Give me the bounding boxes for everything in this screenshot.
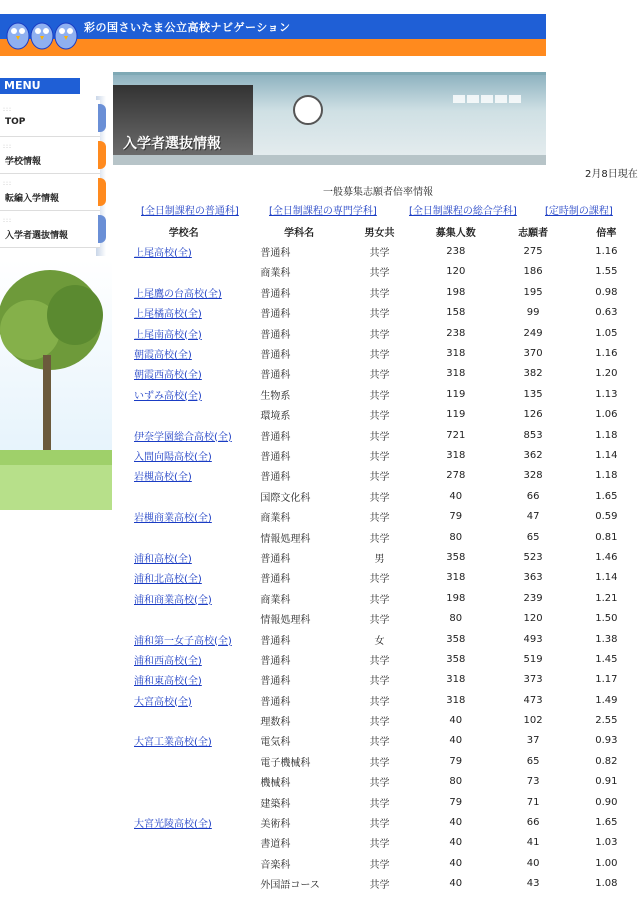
school-cell xyxy=(113,425,254,445)
gender-type: 共学 xyxy=(369,329,390,341)
department-name: 理数科 xyxy=(260,717,291,729)
table-row xyxy=(113,262,643,282)
quota: 158 xyxy=(446,307,466,319)
ratio: 1.65 xyxy=(595,490,618,502)
table-row xyxy=(113,323,643,343)
quota: 318 xyxy=(446,674,466,686)
department-name: 環境系 xyxy=(260,411,291,423)
gender-type: 共学 xyxy=(369,757,390,769)
school-link[interactable]: 伊奈学園総合高校(全) xyxy=(134,431,232,443)
gender-type: 共学 xyxy=(369,370,390,382)
department-name: 機械科 xyxy=(260,778,291,790)
applicants: 328 xyxy=(523,470,543,482)
gender-type: 共学 xyxy=(369,431,390,443)
ratio: 0.93 xyxy=(595,735,618,747)
site-title[interactable]: 彩の国さいたま公立高校ナビゲーション xyxy=(84,21,291,34)
school-link[interactable]: 浦和西高校(全) xyxy=(134,655,202,667)
school-cell xyxy=(113,731,254,751)
school-cell xyxy=(113,466,254,486)
school-cell xyxy=(113,364,254,384)
department-name: 商業科 xyxy=(260,513,291,525)
table-row xyxy=(113,343,643,363)
school-link[interactable]: 浦和北高校(全) xyxy=(134,574,202,586)
department-name: 建築科 xyxy=(260,798,291,810)
table-row xyxy=(113,527,643,547)
department-name: 普通科 xyxy=(260,329,291,341)
quota: 40 xyxy=(449,837,463,849)
table-row xyxy=(113,874,643,894)
table-row xyxy=(113,751,643,771)
gender-type: 共学 xyxy=(369,574,390,586)
link-specialized-course[interactable]: [全日制課程の専門学科] xyxy=(269,206,377,217)
gender-type: 共学 xyxy=(369,594,390,606)
ratio: 1.03 xyxy=(595,837,618,849)
gender-type: 共学 xyxy=(369,288,390,300)
applicants: 65 xyxy=(526,531,540,543)
table-row xyxy=(113,731,643,751)
ratio: 0.63 xyxy=(595,307,618,319)
table-row xyxy=(113,649,643,669)
quota: 318 xyxy=(446,348,466,360)
gender-type: 共学 xyxy=(369,390,390,402)
quota: 278 xyxy=(446,470,466,482)
school-link[interactable]: 上尾南高校(全) xyxy=(134,329,202,341)
school-cell xyxy=(113,547,254,567)
table-row xyxy=(113,506,643,526)
quota: 198 xyxy=(446,286,466,298)
school-link[interactable]: 朝霞西高校(全) xyxy=(134,370,202,382)
school-link[interactable]: 浦和高校(全) xyxy=(134,553,192,565)
mascot-birds-logo[interactable] xyxy=(4,16,80,54)
quota: 318 xyxy=(446,572,466,584)
gender-type: 共学 xyxy=(369,248,390,260)
department-name: 普通科 xyxy=(260,574,291,586)
gender-type: 共学 xyxy=(369,350,390,362)
quota: 358 xyxy=(446,653,466,665)
quota: 318 xyxy=(446,694,466,706)
school-cell xyxy=(113,812,254,832)
ratio: 0.91 xyxy=(595,776,618,788)
applicants: 37 xyxy=(526,735,540,747)
applicants: 473 xyxy=(523,694,543,706)
quota: 238 xyxy=(446,246,466,258)
applicants: 362 xyxy=(523,449,543,461)
department-name: 国際文化科 xyxy=(260,492,311,504)
banner-decoration xyxy=(453,95,523,106)
table-row xyxy=(113,445,643,465)
column-header-department: 学科名 xyxy=(284,227,315,239)
school-cell xyxy=(113,282,254,302)
quota: 80 xyxy=(449,613,463,625)
gender-type: 共学 xyxy=(369,533,390,545)
link-general-course[interactable]: [全日制課程の普通科] xyxy=(141,206,239,217)
applicants: 40 xyxy=(526,857,540,869)
applicants: 102 xyxy=(523,715,543,727)
quota: 40 xyxy=(449,817,463,829)
table-row xyxy=(113,282,643,302)
table-row xyxy=(113,588,643,608)
table-row xyxy=(113,670,643,690)
menu-header xyxy=(0,78,80,94)
department-name: 音楽科 xyxy=(260,859,291,871)
gender-type: 共学 xyxy=(369,492,390,504)
school-cell xyxy=(113,303,254,323)
ratio: 1.55 xyxy=(595,266,618,278)
gender-type: 共学 xyxy=(369,880,390,892)
gender-type: 共学 xyxy=(369,839,390,851)
school-link[interactable]: 大宮高校(全) xyxy=(134,696,192,708)
sidebar-item-admission-info[interactable] xyxy=(0,211,100,248)
school-link[interactable]: 浦和第一女子高校(全) xyxy=(134,635,232,647)
quota: 198 xyxy=(446,592,466,604)
applicants: 523 xyxy=(523,551,543,563)
ratio: 1.05 xyxy=(595,327,618,339)
sidebar-item-label: TOP xyxy=(5,117,26,127)
site-header xyxy=(0,14,546,56)
table-row xyxy=(113,853,643,873)
table-row xyxy=(113,384,643,404)
ratio: 1.14 xyxy=(595,449,618,461)
header-orange-bar xyxy=(0,39,546,56)
sidebar-item-transfer-info[interactable] xyxy=(0,174,100,211)
gender-type: 共学 xyxy=(369,778,390,790)
gender-type: 共学 xyxy=(369,472,390,484)
department-name: 書道科 xyxy=(260,839,291,851)
school-link[interactable]: 岩槻商業高校(全) xyxy=(134,513,212,525)
quota: 40 xyxy=(449,715,463,727)
quota: 79 xyxy=(449,511,463,523)
department-name: 商業科 xyxy=(260,268,291,280)
table-row xyxy=(113,547,643,567)
school-link[interactable]: 大宮光陵高校(全) xyxy=(134,819,212,831)
table-row xyxy=(113,792,643,812)
applicants: 249 xyxy=(523,327,543,339)
quota: 721 xyxy=(446,429,466,441)
department-name: 普通科 xyxy=(260,431,291,443)
school-cell xyxy=(113,629,254,649)
table-row xyxy=(113,364,643,384)
school-name xyxy=(113,262,254,282)
applicants: 239 xyxy=(523,592,543,604)
gender-type: 共学 xyxy=(369,451,390,463)
table-row xyxy=(113,466,643,486)
link-part-time-course[interactable]: [定時制の課程] xyxy=(545,206,613,217)
ratio: 2.55 xyxy=(595,715,618,727)
ratio: 1.16 xyxy=(595,246,618,258)
department-name: 商業科 xyxy=(260,594,291,606)
ratio: 0.90 xyxy=(595,796,618,808)
clock-icon xyxy=(293,95,323,125)
school-cell xyxy=(113,343,254,363)
quota: 318 xyxy=(446,368,466,380)
quota: 40 xyxy=(449,490,463,502)
sidebar-tab xyxy=(98,104,106,132)
school-link[interactable]: 朝霞高校(全) xyxy=(134,350,192,362)
quota: 79 xyxy=(449,796,463,808)
applicants: 66 xyxy=(526,817,540,829)
date-label: 2月8日現在 xyxy=(585,169,638,180)
quota: 358 xyxy=(446,551,466,563)
ratio: 1.65 xyxy=(595,817,618,829)
ratio: 1.18 xyxy=(595,429,618,441)
quota: 40 xyxy=(449,857,463,869)
gender-type: 共学 xyxy=(369,513,390,525)
school-cell xyxy=(113,384,254,404)
tree-illustration xyxy=(0,260,112,510)
menu-dots-icon: ::: xyxy=(3,143,13,150)
banner-strip xyxy=(113,155,546,165)
school-cell xyxy=(113,323,254,343)
table-row xyxy=(113,425,643,445)
table-header-row xyxy=(113,221,643,241)
school-name xyxy=(113,608,254,628)
school-name xyxy=(113,486,254,506)
menu-dots-icon: ::: xyxy=(3,217,13,224)
applicants: 373 xyxy=(523,674,543,686)
school-cell xyxy=(113,241,254,261)
gender-type: 男 xyxy=(374,553,385,565)
ratio: 1.38 xyxy=(595,633,618,645)
applicants: 853 xyxy=(523,429,543,441)
school-name xyxy=(113,751,254,771)
school-name xyxy=(113,792,254,812)
quota: 318 xyxy=(446,449,466,461)
gender-type: 共学 xyxy=(369,798,390,810)
table-row xyxy=(113,629,643,649)
department-name: 情報処理科 xyxy=(260,615,311,627)
department-name: 情報処理科 xyxy=(260,533,311,545)
school-link[interactable]: 上尾鷹の台高校(全) xyxy=(134,288,222,300)
school-link[interactable]: 上尾高校(全) xyxy=(134,248,192,260)
ratio: 1.45 xyxy=(595,653,618,665)
school-cell xyxy=(113,588,254,608)
applicants: 99 xyxy=(526,307,540,319)
applicants: 363 xyxy=(523,572,543,584)
sidebar-item-top[interactable] xyxy=(0,100,100,137)
menu-label: MENU xyxy=(4,79,41,92)
department-name: 普通科 xyxy=(260,309,291,321)
department-name: 普通科 xyxy=(260,370,291,382)
applicants: 120 xyxy=(523,613,543,625)
sidebar-tab xyxy=(98,215,106,243)
quota: 80 xyxy=(449,776,463,788)
ratio: 1.13 xyxy=(595,388,618,400)
gender-type: 共学 xyxy=(369,411,390,423)
quota: 238 xyxy=(446,327,466,339)
ratio: 1.16 xyxy=(595,348,618,360)
school-cell xyxy=(113,506,254,526)
menu-dots-icon: ::: xyxy=(3,106,13,113)
applicants: 43 xyxy=(526,878,540,890)
ratio: 1.06 xyxy=(595,409,618,421)
ratio: 0.98 xyxy=(595,286,618,298)
table-row xyxy=(113,833,643,853)
sidebar-tab xyxy=(98,178,106,206)
column-header-school: 学校名 xyxy=(168,227,199,239)
school-link[interactable]: 上尾橘高校(全) xyxy=(134,309,202,321)
column-header-ratio: 倍率 xyxy=(596,227,617,239)
column-header-gender: 男女共 xyxy=(364,227,395,239)
quota: 80 xyxy=(449,531,463,543)
ratio: 1.21 xyxy=(595,592,618,604)
applicants: 41 xyxy=(526,837,540,849)
department-name: 普通科 xyxy=(260,553,291,565)
table-row xyxy=(113,690,643,710)
quota: 79 xyxy=(449,755,463,767)
gender-type: 共学 xyxy=(369,859,390,871)
sidebar-item-label: 入学者選抜情報 xyxy=(5,231,69,241)
table-row xyxy=(113,405,643,425)
quota: 40 xyxy=(449,878,463,890)
applicants: 126 xyxy=(523,409,543,421)
page-title: 入学者選抜情報 xyxy=(123,136,221,152)
gender-type: 共学 xyxy=(369,819,390,831)
quota: 119 xyxy=(446,409,466,421)
department-name: 普通科 xyxy=(260,676,291,688)
applicants: 195 xyxy=(523,286,543,298)
table-row xyxy=(113,608,643,628)
applicants: 370 xyxy=(523,348,543,360)
quota: 358 xyxy=(446,633,466,645)
school-name xyxy=(113,853,254,873)
gender-type: 共学 xyxy=(369,615,390,627)
applicants: 47 xyxy=(526,511,540,523)
table-row xyxy=(113,241,643,261)
quota: 119 xyxy=(446,388,466,400)
department-name: 美術科 xyxy=(260,819,291,831)
ratio: 0.81 xyxy=(595,531,618,543)
ratio: 1.49 xyxy=(595,694,618,706)
school-link[interactable]: 入間向陽高校(全) xyxy=(134,451,212,463)
sidebar-item-label: 転編入学情報 xyxy=(5,194,60,204)
department-name: 普通科 xyxy=(260,655,291,667)
school-name xyxy=(113,527,254,547)
table-row xyxy=(113,303,643,323)
ratio: 1.14 xyxy=(595,572,618,584)
school-cell xyxy=(113,568,254,588)
applicants: 65 xyxy=(526,755,540,767)
gender-type: 共学 xyxy=(369,717,390,729)
ratio: 1.08 xyxy=(595,878,618,890)
department-name: 普通科 xyxy=(260,472,291,484)
page-banner xyxy=(113,72,546,165)
applicants: 73 xyxy=(526,776,540,788)
ratio: 0.59 xyxy=(595,511,618,523)
applicants: 186 xyxy=(523,266,543,278)
department-name: 外国語コース xyxy=(260,880,320,892)
school-link[interactable]: 浦和東高校(全) xyxy=(134,676,202,688)
school-cell xyxy=(113,445,254,465)
school-link[interactable]: いずみ高校(全) xyxy=(134,390,202,402)
menu-dots-icon: ::: xyxy=(3,180,13,187)
applicants: 493 xyxy=(523,633,543,645)
gender-type: 共学 xyxy=(369,268,390,280)
applicants: 71 xyxy=(526,796,540,808)
gender-type: 共学 xyxy=(369,309,390,321)
ratio: 1.50 xyxy=(595,613,618,625)
school-link[interactable]: 大宮工業高校(全) xyxy=(134,737,212,749)
sidebar-item-school-info[interactable] xyxy=(0,137,100,174)
section-title: 一般募集志願者倍率情報 xyxy=(323,187,433,198)
gender-type: 共学 xyxy=(369,676,390,688)
department-name: 生物系 xyxy=(260,390,291,402)
sidebar-item-label: 学校情報 xyxy=(5,157,42,167)
applicants: 275 xyxy=(523,246,543,258)
school-name xyxy=(113,833,254,853)
gender-type: 女 xyxy=(374,635,385,647)
department-name: 電気科 xyxy=(260,737,291,749)
school-name xyxy=(113,772,254,792)
school-cell xyxy=(113,649,254,669)
table-row xyxy=(113,772,643,792)
gender-type: 共学 xyxy=(369,655,390,667)
table-row xyxy=(113,568,643,588)
school-name xyxy=(113,874,254,894)
school-name xyxy=(113,710,254,730)
school-link[interactable]: 浦和商業高校(全) xyxy=(134,594,212,606)
applicant-ratio-table xyxy=(113,221,643,894)
quota: 40 xyxy=(449,735,463,747)
column-header-quota: 募集人数 xyxy=(435,227,476,239)
department-name: 普通科 xyxy=(260,350,291,362)
department-name: 普通科 xyxy=(260,288,291,300)
ratio: 1.17 xyxy=(595,674,618,686)
school-name xyxy=(113,405,254,425)
school-link[interactable]: 岩槻高校(全) xyxy=(134,472,192,484)
ratio: 1.46 xyxy=(595,551,618,563)
table-row xyxy=(113,710,643,730)
table-row xyxy=(113,812,643,832)
link-comprehensive-course[interactable]: [全日制課程の総合学科] xyxy=(409,206,517,217)
gender-type: 共学 xyxy=(369,696,390,708)
gender-type: 共学 xyxy=(369,737,390,749)
department-name: 普通科 xyxy=(260,451,291,463)
table-row xyxy=(113,486,643,506)
school-cell xyxy=(113,690,254,710)
applicants: 519 xyxy=(523,653,543,665)
ratio: 1.00 xyxy=(595,857,618,869)
department-name: 電子機械科 xyxy=(260,757,311,769)
column-header-applicants: 志願者 xyxy=(518,227,549,239)
department-name: 普通科 xyxy=(260,696,291,708)
applicants: 382 xyxy=(523,368,543,380)
ratio: 1.20 xyxy=(595,368,618,380)
school-cell xyxy=(113,670,254,690)
applicants: 66 xyxy=(526,490,540,502)
quota: 120 xyxy=(446,266,466,278)
department-name: 普通科 xyxy=(260,248,291,260)
department-name: 普通科 xyxy=(260,635,291,647)
applicants: 135 xyxy=(523,388,543,400)
ratio: 0.82 xyxy=(595,755,618,767)
ratio: 1.18 xyxy=(595,470,618,482)
sidebar-tab xyxy=(98,141,106,169)
